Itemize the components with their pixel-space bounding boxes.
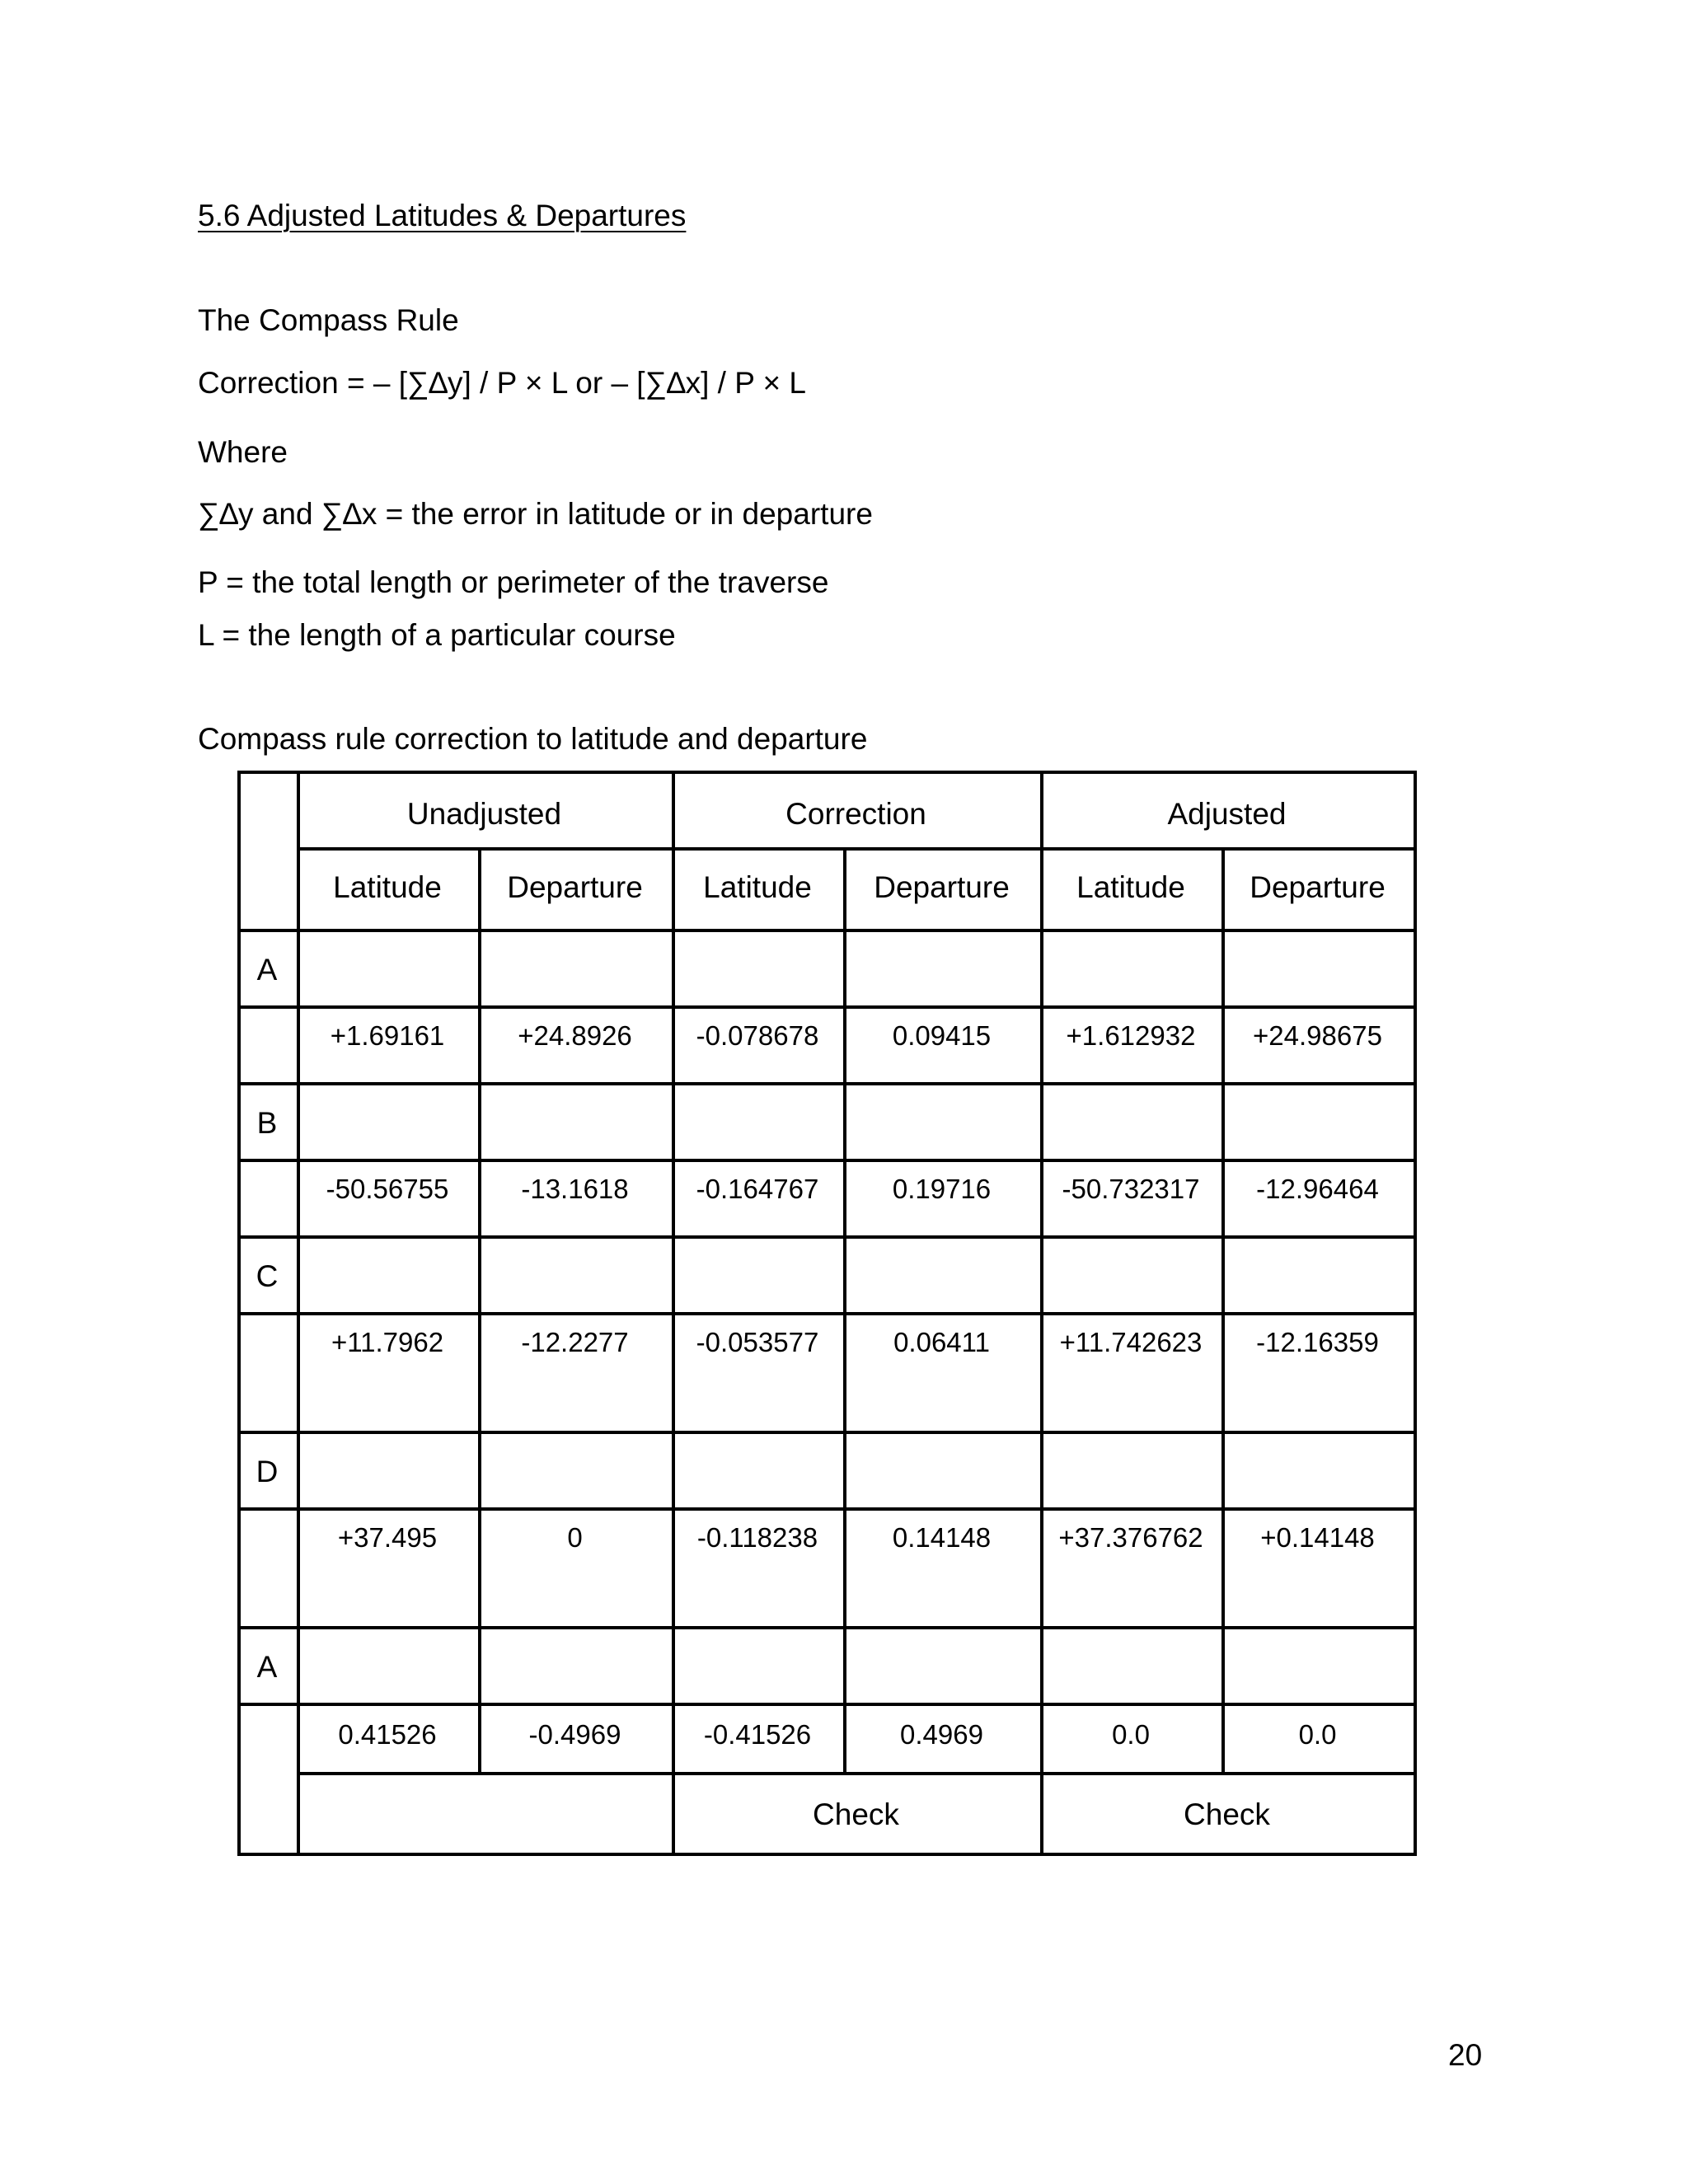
total-cell: 0.4969 bbox=[900, 1719, 983, 1750]
group-header: Unadjusted bbox=[406, 797, 562, 831]
table-cell: +24.8926 bbox=[518, 1020, 632, 1051]
row-line bbox=[237, 1312, 1417, 1315]
table-cell: +0.14148 bbox=[1260, 1522, 1375, 1553]
table-cell: -0.164767 bbox=[696, 1174, 819, 1204]
check-label: Check bbox=[1184, 1797, 1270, 1831]
table-border-top bbox=[237, 771, 1417, 774]
table-border-bottom bbox=[237, 1853, 1417, 1856]
table-cell: 0.06411 bbox=[893, 1327, 990, 1357]
row-line bbox=[237, 929, 1417, 932]
group-header: Correction bbox=[785, 797, 926, 831]
column-separator bbox=[1221, 847, 1225, 1772]
row-line bbox=[237, 1235, 1417, 1239]
table-cell: 0.09415 bbox=[892, 1020, 992, 1051]
definition-length: L = the length of a particular course bbox=[198, 618, 676, 652]
column-header: Latitude bbox=[1076, 870, 1185, 904]
group-separator bbox=[672, 771, 675, 1856]
table-cell: +1.69161 bbox=[330, 1020, 445, 1051]
total-cell: 0.0 bbox=[1298, 1719, 1337, 1750]
table-cell: -50.732317 bbox=[1062, 1174, 1200, 1204]
column-header: Departure bbox=[874, 870, 1010, 904]
station-label: D bbox=[256, 1455, 279, 1488]
group-separator bbox=[1040, 771, 1043, 1856]
table-cell: -0.078678 bbox=[696, 1020, 819, 1051]
row-line bbox=[237, 1005, 1417, 1009]
where-label: Where bbox=[198, 435, 288, 469]
column-separator bbox=[843, 847, 846, 1772]
table-cell: +11.742623 bbox=[1059, 1327, 1203, 1357]
table-cell: 0.14148 bbox=[892, 1522, 992, 1553]
row-line bbox=[237, 1507, 1417, 1511]
table-cell: -13.1618 bbox=[521, 1174, 629, 1204]
row-line bbox=[237, 1626, 1417, 1629]
compass-rule-table bbox=[237, 771, 1417, 1856]
definition-perimeter: P = the total length or perimeter of the traverse bbox=[198, 565, 829, 599]
table-cell: -12.2277 bbox=[521, 1327, 629, 1357]
column-header: Latitude bbox=[703, 870, 812, 904]
station-label: C bbox=[256, 1259, 279, 1293]
row-line bbox=[237, 1082, 1417, 1085]
total-cell: -0.41526 bbox=[703, 1719, 812, 1750]
row-line bbox=[237, 1159, 1417, 1162]
table-cell: 0 bbox=[567, 1522, 583, 1553]
table-cell: 0.19716 bbox=[892, 1174, 992, 1204]
table-cell: +1.612932 bbox=[1066, 1020, 1196, 1051]
row-line bbox=[237, 1431, 1417, 1434]
table-cell: -0.118238 bbox=[696, 1522, 818, 1553]
table-cell: +37.495 bbox=[337, 1522, 438, 1553]
table-cell: +24.98675 bbox=[1253, 1020, 1382, 1051]
table-cell: +11.7962 bbox=[331, 1327, 444, 1357]
group-header: Adjusted bbox=[1167, 797, 1287, 831]
row-line bbox=[237, 1703, 1417, 1706]
table-cell: -0.053577 bbox=[696, 1327, 819, 1357]
total-cell: 0.0 bbox=[1112, 1719, 1150, 1750]
table-cell: -12.96464 bbox=[1256, 1174, 1379, 1204]
table-caption: Compass rule correction to latitude and departure bbox=[198, 722, 868, 756]
column-header: Latitude bbox=[333, 870, 442, 904]
column-separator bbox=[478, 847, 481, 1772]
section-heading: 5.6 Adjusted Latitudes & Departures bbox=[198, 199, 687, 232]
station-label: A bbox=[256, 953, 278, 987]
column-header: Departure bbox=[1250, 870, 1386, 904]
total-cell: -0.4969 bbox=[528, 1719, 621, 1750]
table-cell: -12.16359 bbox=[1256, 1327, 1379, 1357]
group-header-line bbox=[297, 847, 1417, 851]
column-header: Departure bbox=[507, 870, 643, 904]
table-cell: +37.376762 bbox=[1058, 1522, 1203, 1553]
check-label: Check bbox=[813, 1797, 899, 1831]
definition-error: ∑∆y and ∑∆x = the error in latitude or in departure bbox=[198, 497, 873, 531]
formula: Correction = – [∑∆y] / P × L or – [∑∆x] / P × L bbox=[198, 366, 806, 400]
station-label: A bbox=[256, 1650, 278, 1684]
table-cell: -50.56755 bbox=[326, 1174, 449, 1204]
totals-line bbox=[297, 1772, 1417, 1775]
rule-title: The Compass Rule bbox=[198, 303, 459, 337]
station-label: B bbox=[256, 1106, 278, 1140]
total-cell: 0.41526 bbox=[338, 1719, 437, 1750]
page-number: 20 bbox=[1448, 2038, 1483, 2072]
